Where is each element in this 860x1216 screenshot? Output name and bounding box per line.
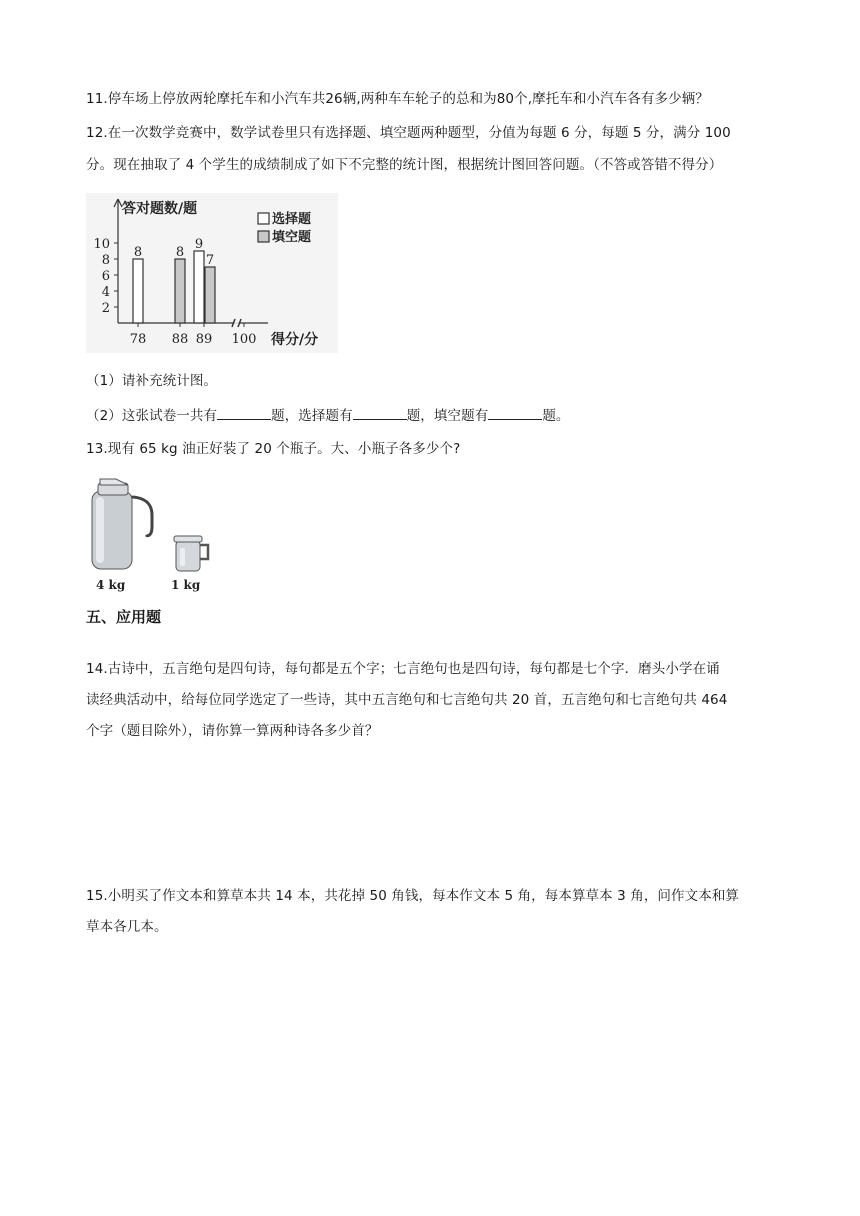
blank-choice-questions[interactable] bbox=[353, 405, 407, 420]
sub2-text-a: （2）这张试卷一共有 bbox=[86, 408, 218, 424]
bar-data-label: 8 bbox=[133, 245, 143, 260]
x-tick-label: 89 bbox=[195, 332, 213, 347]
bar-data-label: 9 bbox=[194, 237, 204, 252]
bar-xuanze-78 bbox=[133, 259, 143, 323]
y-tick-label: 2 bbox=[101, 301, 110, 316]
small-bottle-label: 1 kg bbox=[171, 578, 201, 592]
bar-data-label: 7 bbox=[205, 253, 215, 268]
question-11: 11.停车场上停放两轮摩托车和小汽车共26辆,两种车车轮子的总和为80个,摩托车和小汽车各有多少辆？ bbox=[86, 91, 709, 107]
y-tick-label: 8 bbox=[101, 253, 110, 268]
sub2-text-c: 题，填空题有 bbox=[406, 408, 489, 424]
big-bottle-icon bbox=[92, 479, 152, 569]
x-tick-label: 78 bbox=[129, 332, 147, 347]
question-12-line-2: 分。现在抽取了 4 个学生的成绩制成了如下不完整的统计图，根据统计图回答问题。（不答或答错不得分） bbox=[86, 157, 723, 173]
score-bar-chart bbox=[86, 193, 338, 353]
question-14-line-3: 个字（题目除外），请你算一算两种诗各多少首？ bbox=[86, 723, 379, 739]
oil-bottles-illustration bbox=[86, 475, 218, 595]
legend-label-tiankong: 填空题 bbox=[272, 230, 312, 245]
blank-fill-questions[interactable] bbox=[488, 405, 542, 420]
big-bottle-label: 4 kg bbox=[96, 578, 126, 592]
bar-tiankong-88 bbox=[175, 259, 185, 323]
bottles-svg bbox=[86, 475, 218, 595]
x-tick-label: 88 bbox=[171, 332, 189, 347]
blank-total-questions[interactable] bbox=[217, 405, 271, 420]
chart-svg bbox=[86, 193, 338, 353]
question-12-line-1: 12.在一次数学竞赛中，数学试卷里只有选择题、填空题两种题型，分值为每题 6 分，每题 5 分，满分 100 bbox=[86, 125, 731, 141]
y-tick-label: 4 bbox=[101, 285, 110, 300]
y-axis-label: 答对题数/题 bbox=[122, 201, 198, 217]
section-5-heading: 五、应用题 bbox=[86, 608, 162, 626]
bar-data-label: 8 bbox=[175, 245, 185, 260]
question-15-line-2: 草本各几本。 bbox=[86, 919, 168, 935]
bar-tiankong-89 bbox=[205, 267, 215, 323]
legend-swatch-tiankong bbox=[258, 231, 269, 242]
legend-swatch-xuanze bbox=[258, 213, 269, 224]
legend-label-xuanze: 选择题 bbox=[272, 212, 312, 227]
y-tick-label: 6 bbox=[101, 269, 110, 284]
question-13: 13.现有 65 kg 油正好装了 20 个瓶子。大、小瓶子各多少个? bbox=[86, 441, 461, 457]
question-12-sub-2 bbox=[86, 405, 570, 426]
bar-xuanze-89 bbox=[194, 251, 204, 323]
question-14-line-1: 14.古诗中，五言绝句是四句诗，每句都是五个字；七言绝句也是四句诗，每句都是七个字．磨头小学在诵 bbox=[86, 661, 720, 677]
sub2-text-b: 题，选择题有 bbox=[271, 408, 353, 424]
x-tick-label: 100 bbox=[231, 332, 257, 347]
sub2-text-d: 题。 bbox=[542, 408, 570, 424]
question-14-line-2: 读经典活动中，给每位同学选定了一些诗，其中五言绝句和七言绝句共 20 首，五言绝句和七言绝句共 464 bbox=[86, 692, 728, 708]
question-12-sub-1: （1）请补充统计图。 bbox=[86, 373, 218, 389]
y-tick-label: 10 bbox=[93, 237, 110, 252]
x-axis-label: 得分/分 bbox=[271, 332, 319, 348]
small-bottle-icon bbox=[174, 536, 208, 571]
question-15-line-1: 15.小明买了作文本和算草本共 14 本，共花掉 50 角钱，每本作文本 5 角，每本算草本 3 角，问作文本和算 bbox=[86, 888, 740, 904]
